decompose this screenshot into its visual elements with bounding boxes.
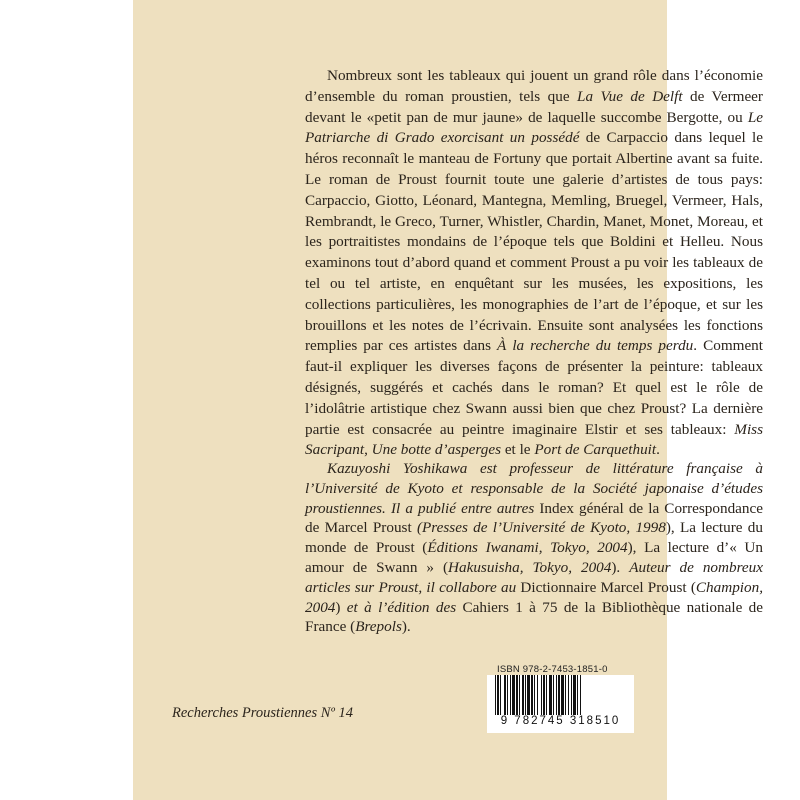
- bio-run: ),: [665, 519, 680, 537]
- book-blurb: [305, 66, 763, 461]
- bio-run: (: [346, 618, 356, 636]
- barcode-bar: [522, 675, 524, 719]
- bio-run: Cahiers 1 à 75 de la Bibliothèque nationale de France: [305, 598, 763, 636]
- blurb-run: À la recherche du temps perdu: [497, 337, 694, 355]
- barcode-bar: [510, 675, 511, 719]
- blurb-run: Port de Carquethuit: [534, 441, 657, 459]
- bio-run: La lecture d’« Un amour de Swann »: [305, 539, 763, 576]
- bio-run: (: [411, 519, 423, 537]
- bio-run: et à l’édition des: [346, 598, 463, 616]
- blurb-run: de Vermeer devant le «petit pan de mur jaune» de laquelle succombe Bergotte, ou: [305, 87, 763, 126]
- bio-run: Presses de l’Université de Kyoto, 1998: [422, 519, 666, 537]
- series-title: Recherches Proustiennes Nº 14: [172, 705, 354, 721]
- bio-run: Brepols: [355, 618, 402, 636]
- barcode-bar: [495, 675, 496, 719]
- bio-run: (: [433, 558, 449, 576]
- bio-run: ).: [401, 618, 411, 636]
- blurb-paragraph: [305, 66, 763, 461]
- barcode-bar: [553, 675, 554, 719]
- bio-run: Index général de la Correspondance de Marcel Proust: [305, 499, 763, 537]
- barcode-bar: [541, 675, 542, 719]
- barcode-bar: [573, 675, 576, 719]
- blurb-run: Nombreux sont les tableaux qui jouent un grand rôle dans l’économie d’ensemble du roman proustien, tels que: [305, 67, 763, 105]
- barcode-bar: [516, 675, 518, 719]
- blurb-run: . Comment faut-il expliquer les diverses façons de présenter la peinture: tableaux désignés, suggérés et cachés dans le roman? Et quel est le rôle de l’idolâtrie artistique chez Swann aussi bien que chez Proust? La dernière partie est consacrée au peintre imaginaire Elstir et ses tableaux:: [305, 337, 763, 438]
- barcode-bar: [531, 675, 533, 719]
- barcode-bar: [568, 675, 569, 719]
- bio-run: (: [414, 539, 428, 557]
- author-biography: [305, 459, 763, 637]
- barcode-bar: [527, 675, 530, 719]
- bio-run: Auteur de nombreux articles sur Proust, il collabore au: [305, 558, 763, 596]
- bio-run: ),: [627, 539, 645, 557]
- bio-run: (: [686, 578, 696, 596]
- barcode-bar: [543, 675, 545, 719]
- blurb-run: .: [656, 441, 660, 459]
- barcode-digits: 9 782745 318510: [487, 715, 634, 727]
- blurb-run: et le: [501, 441, 535, 459]
- blurb-run: La Vue de Delft: [577, 87, 683, 105]
- barcode-bar: [512, 675, 515, 719]
- bio-paragraph: [305, 459, 763, 637]
- bio-run: ): [335, 598, 347, 616]
- barcode-bar: [537, 675, 538, 719]
- barcode-bar: [500, 675, 501, 719]
- bio-run: Kazuyoshi Yoshikawa est professeur de littérature française à l’Université de Kyoto et responsable de la Société japonaise d’études proustiennes. Il a publié entre autres: [305, 460, 763, 517]
- barcode-bar: [577, 675, 578, 719]
- barcode-bar: [525, 675, 526, 719]
- barcode-bar: [546, 675, 547, 719]
- bio-run: ).: [611, 558, 630, 576]
- barcode-bar: [558, 675, 560, 719]
- barcode-bar: [519, 675, 520, 719]
- blurb-run: Le Patriarche di Grado exorcisant un possédé: [305, 108, 763, 147]
- bio-run: Champion, 2004: [305, 578, 764, 616]
- barcode-bar: [556, 675, 557, 719]
- barcode-bars: [487, 675, 634, 719]
- barcode-bar: [504, 675, 506, 719]
- blurb-run: ,: [364, 441, 372, 459]
- barcode-bar: [497, 675, 499, 719]
- barcode-bar: [534, 675, 535, 719]
- blurb-run: Une botte d’asperges: [371, 441, 502, 459]
- barcode-bar: [565, 675, 566, 719]
- bio-run: Éditions Iwanami, Tokyo, 2004: [427, 539, 628, 557]
- bio-run: Dictionnaire Marcel Proust: [520, 578, 687, 596]
- barcode-bar: [507, 675, 508, 719]
- barcode-bar: [549, 675, 552, 719]
- barcode-bar: [580, 675, 581, 719]
- bio-run: Hakusuisha, Tokyo, 2004: [448, 558, 612, 576]
- bio-run: La lecture du monde de Proust: [305, 519, 763, 557]
- barcode-bar: [571, 675, 572, 719]
- isbn-label: ISBN 978-2-7453-1851-0: [497, 664, 608, 675]
- barcode-bar: [561, 675, 564, 719]
- blurb-run: de Carpaccio dans lequel le héros reconnaît le manteau de Fortuny que portait Albertine avant sa fuite. Le roman de Proust fournit toute une galerie d’artistes de tous pays: Carpaccio, Giotto, Léonard, Mantegna, Memling, Bruegel, Vermeer, Hals, Rembrandt, le Greco, Turner, Whistler, Chardin, Manet, Monet, Moreau, et les portraitistes mondains de l’époque tels que Boldini et Helleu. Nous examinons tout d’abord quand et comment Proust a pu voir les tableaux de tel ou tel artiste, en enquêtant sur les musées, les expositions, les collections particulières, les monographies de l’art de l’époque, et sur les brouillons et les notes de l’écrivain. Ensuite sont analysées les fonctions remplies par ces artistes dans: [305, 129, 763, 355]
- blurb-run: Miss Sacripant: [305, 420, 763, 459]
